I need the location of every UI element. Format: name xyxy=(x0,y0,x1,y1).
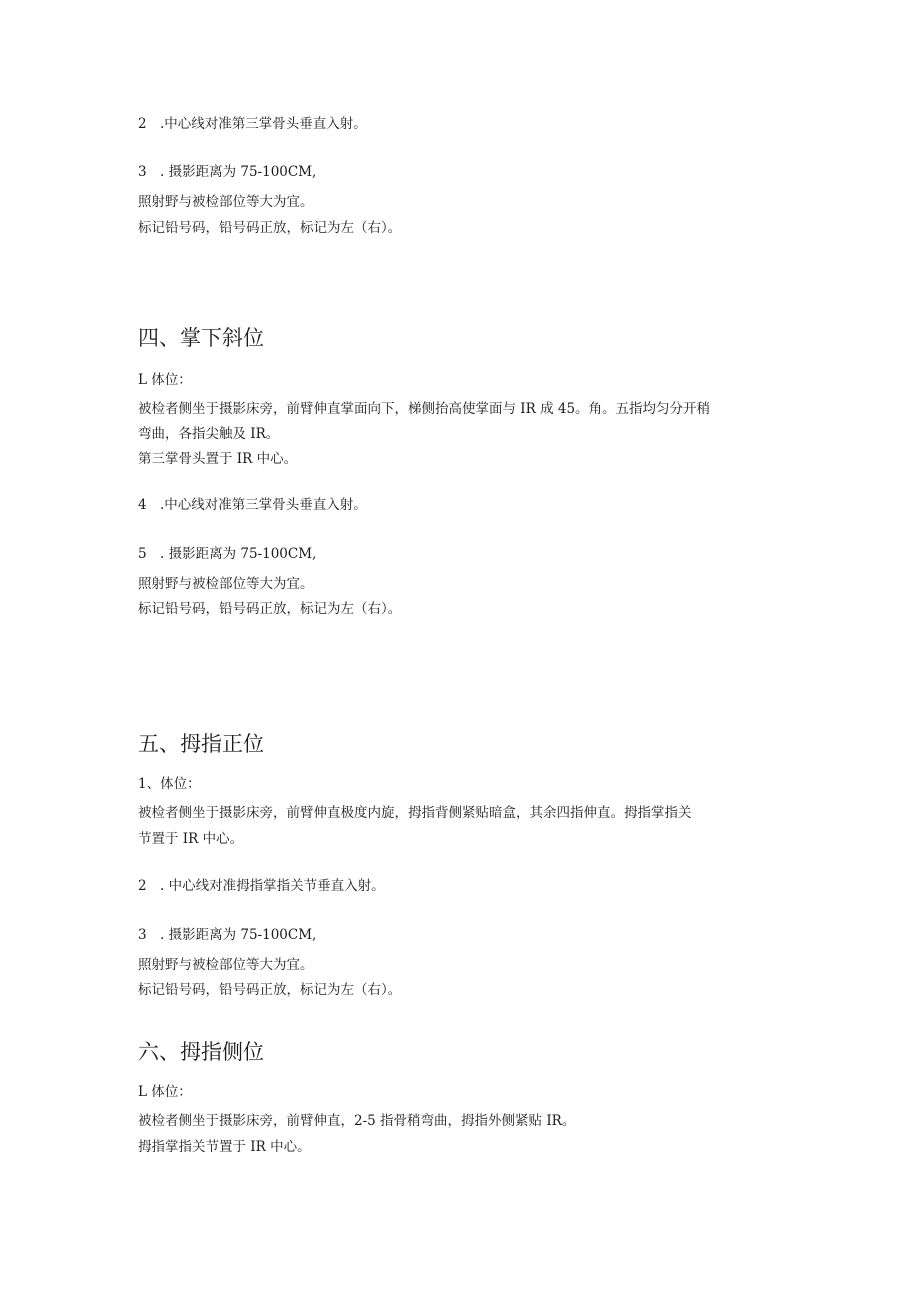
step-3 xyxy=(138,163,316,181)
paragraph-line: 拇指掌指关节置于 IR 中心。 xyxy=(138,1139,311,1155)
step-4 xyxy=(138,496,367,514)
paragraph-line: 被检者侧坐于摄影床旁，前臂伸直，2-5 指骨稍弯曲，拇指外侧紧贴 IR。 xyxy=(138,1113,576,1129)
step-2 xyxy=(138,115,367,133)
paragraph-line: 被检者侧坐于摄影床旁，前臂伸直掌面向下，梯侧抬高使掌面与 IR 成 45。角。五指均匀分开稍 xyxy=(138,401,711,417)
step-number: 2 xyxy=(138,878,147,894)
step-number: 4 xyxy=(138,497,147,513)
paragraph-line: 标记铅号码，铅号码正放，标记为左（右）。 xyxy=(138,982,402,998)
step-number: 3 xyxy=(138,164,147,180)
step-text: . 摄影距离为 75-100CM, xyxy=(160,546,317,562)
paragraph-line: 照射野与被检部位等大为宜。 xyxy=(138,576,314,592)
paragraph-line: 标记铅号码，铅号码正放，标记为左（右）。 xyxy=(138,601,402,617)
paragraph-line: 弯曲，各指尖触及 IR。 xyxy=(138,426,280,442)
paragraph-line: 被检者侧坐于摄影床旁，前臂伸直极度内旋，拇指背侧紧贴暗盒，其余四指伸直。拇指掌指关 xyxy=(138,805,692,821)
step-number: 5 xyxy=(138,546,147,562)
position-label: L 体位： xyxy=(138,372,192,388)
position-label: L 体位： xyxy=(138,1084,192,1100)
step-text: .中心线对准第三掌骨头垂直入射。 xyxy=(160,116,367,132)
step-text: . 中心线对准拇指掌指关节垂直入射。 xyxy=(160,878,385,894)
paragraph-line: 标记铅号码，铅号码正放，标记为左（右）。 xyxy=(138,220,402,236)
section-heading: 五、拇指正位 xyxy=(138,732,264,756)
step-text: .中心线对准第三掌骨头垂直入射。 xyxy=(160,497,367,513)
section-heading: 六、拇指侧位 xyxy=(138,1040,264,1064)
step-5 xyxy=(138,545,316,563)
paragraph-line: 照射野与被检部位等大为宜。 xyxy=(138,194,314,210)
paragraph-line: 节置于 IR 中心。 xyxy=(138,831,244,847)
position-label: 1、体位： xyxy=(138,776,201,792)
step-number: 3 xyxy=(138,927,147,943)
paragraph-line: 第三掌骨头置于 IR 中心。 xyxy=(138,451,298,467)
paragraph-line: 照射野与被检部位等大为宜。 xyxy=(138,957,314,973)
section-heading: 四、掌下斜位 xyxy=(138,326,264,350)
step-2 xyxy=(138,877,385,895)
step-3 xyxy=(138,926,316,944)
step-number: 2 xyxy=(138,116,147,132)
step-text: . 摄影距离为 75-100CM, xyxy=(160,927,317,943)
step-text: . 摄影距离为 75-100CM, xyxy=(160,164,317,180)
